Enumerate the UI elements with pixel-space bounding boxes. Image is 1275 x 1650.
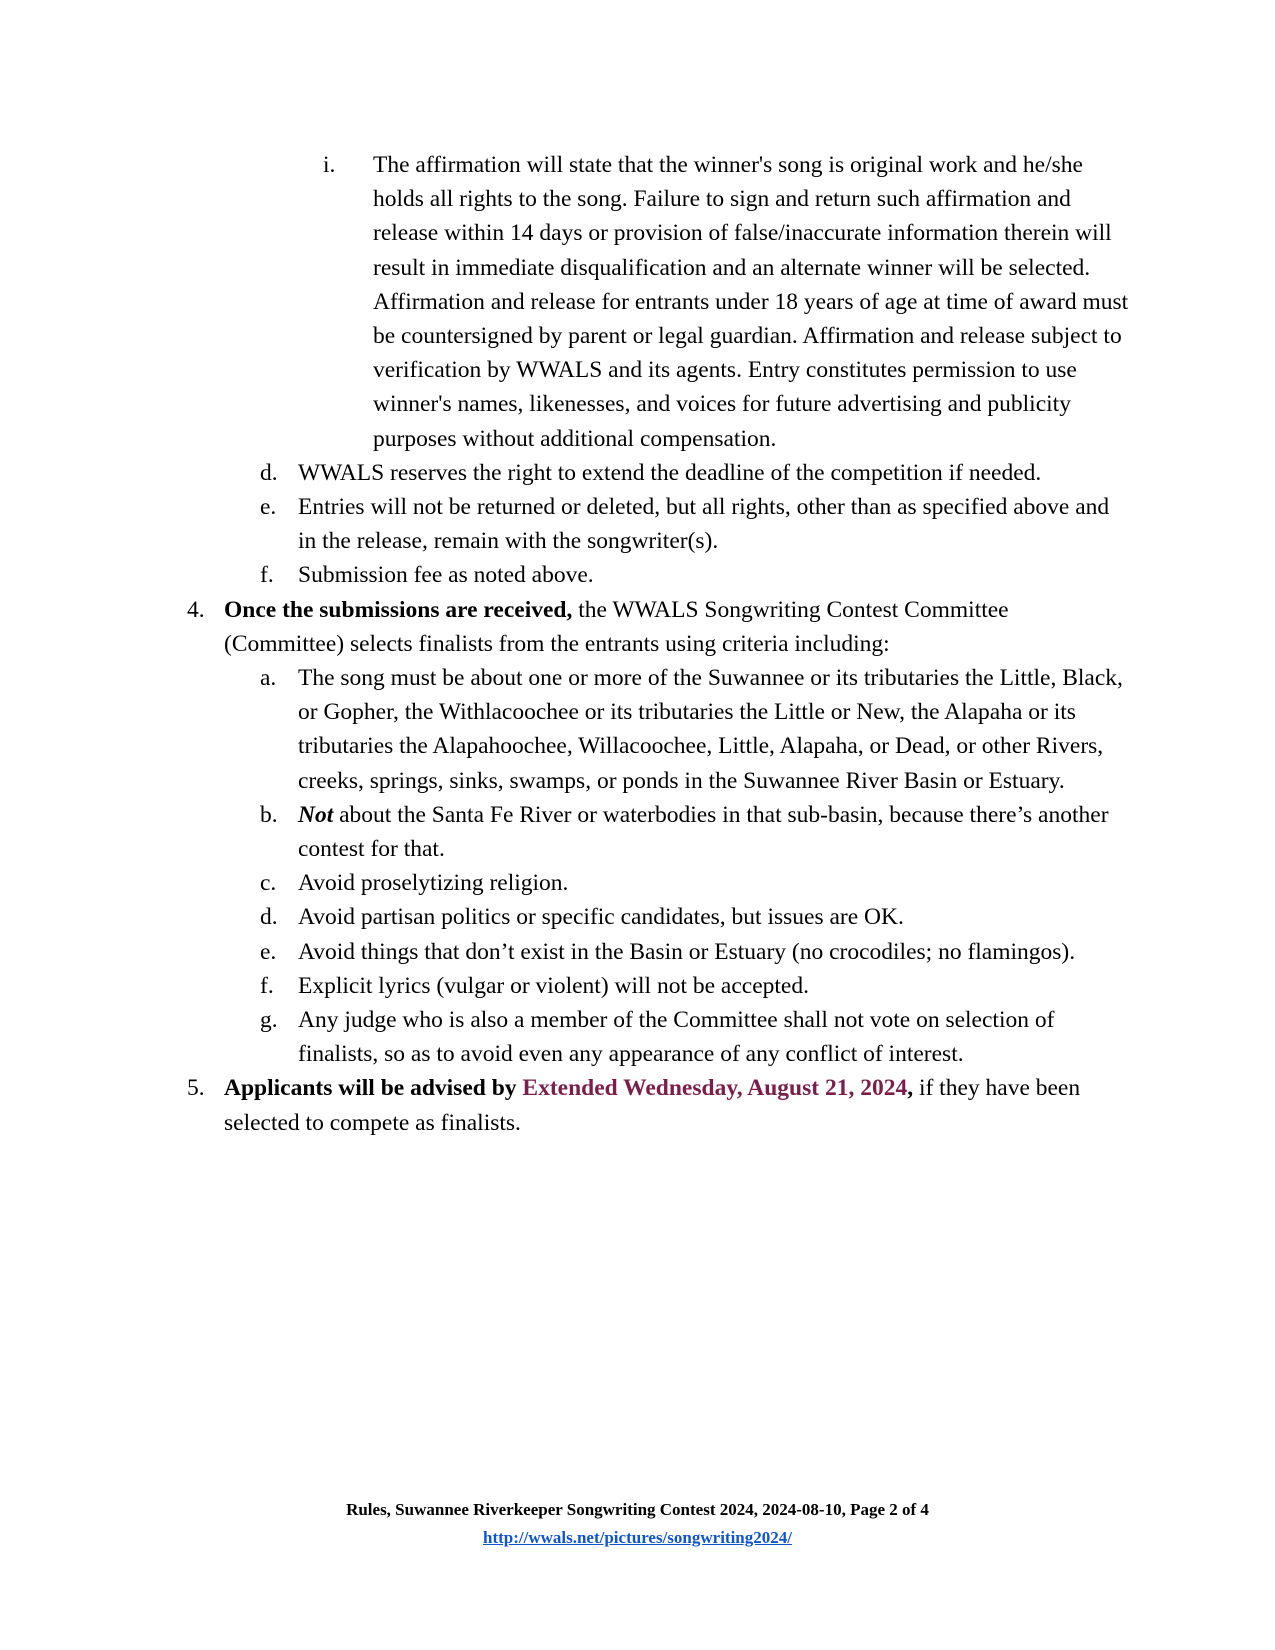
list-item-criteria-politics [0, 900, 1275, 934]
list-marker: d. [260, 459, 278, 486]
list-marker: 4. [187, 596, 205, 623]
list-item-text [224, 593, 1124, 661]
emphasis-not: Not [298, 801, 334, 828]
page-footer [0, 1496, 1275, 1552]
list-item-rest: the WWALS Songwriting Contest Committee (Committee) selects finalists from the entrants using criteria including: [224, 596, 1009, 657]
list-item-criteria-waterbodies [0, 661, 1275, 798]
list-item-text: The song must be about one or more of the Suwannee or its tributaries the Little, Black, or Gopher, the Withlacoochee or its tributaries the Little or New, the Alapaha or its tributaries the Alapahoochee, Willacoochee, Little, Alapaha, or Dead, or other Rivers, creeks, springs, sinks, swamps, or ponds in the Suwannee River Basin or Estuary. [298, 665, 1123, 794]
list-item-selection-process [0, 593, 1275, 661]
list-item-deadline-extension [0, 456, 1275, 490]
list-item-text: Submission fee as noted above. [298, 562, 594, 589]
list-item-text: The affirmation will state that the winner's song is original work and he/she holds all rights to the song. Failure to sign and return such affirmation and release within 14 days or provision of false/inaccurate information therein will result in immediate disqualification and an alternate winner will be selected. Affirmation and release for entrants under 18 years of age at time of award must be countersigned by parent or legal guardian. Affirmation and release subject to verification by WWALS and its agents. Entry constitutes permission to use winner's names, likenesses, and voices for future advertising and publicity purposes without additional compensation. [373, 152, 1129, 452]
list-item-text: Avoid things that don’t exist in the Basin or Estuary (no crocodiles; no flamingos). [298, 938, 1076, 965]
list-item-text: Any judge who is also a member of the Committee shall not vote on selection of finalists, so as to avoid even any appearance of any conflict of interest. [298, 1007, 1055, 1068]
list-item-text [224, 1071, 1124, 1139]
list-item-applicant-notice [0, 1071, 1275, 1139]
list-marker: g. [260, 1007, 278, 1034]
list-marker: e. [260, 494, 277, 521]
list-marker: a. [260, 665, 277, 692]
footer-link[interactable]: http://wwals.net/pictures/songwriting2024/ [482, 1528, 792, 1547]
list-item-submission-fee [0, 558, 1275, 592]
list-marker: f. [260, 562, 274, 589]
list-marker: b. [260, 801, 278, 828]
list-item-text: Explicit lyrics (vulgar or violent) will not be accepted. [298, 972, 809, 999]
list-marker: d. [260, 904, 278, 931]
list-item-entries-rights [0, 490, 1275, 558]
list-item-rest: if they have been selected to compete as finalists. [224, 1075, 1081, 1136]
list-item-text: Avoid proselytizing religion. [298, 870, 569, 897]
list-marker: f. [260, 972, 274, 999]
footer-caption: Rules, Suwannee Riverkeeper Songwriting Contest 2024, 2024-08-10, Page 2 of 4 [346, 1500, 929, 1519]
list-item-affirmation [0, 148, 1275, 456]
list-item-rest: about the Santa Fe River or waterbodies in that sub-basin, because there’s another contest for that. [298, 801, 1109, 863]
list-marker: e. [260, 938, 277, 965]
rules-document [0, 148, 1275, 1140]
list-marker: i. [323, 152, 336, 178]
bold-comma: , [907, 1075, 914, 1102]
list-item-text: Avoid partisan politics or specific candidates, but issues are OK. [298, 904, 904, 931]
list-item-text: Entries will not be returned or deleted, but all rights, other than as specified above and in the release, remain with the songwriter(s). [298, 494, 1110, 555]
list-item-text: WWALS reserves the right to extend the deadline of the competition if needed. [298, 459, 1042, 486]
bold-lead: Once the submissions are received, [224, 596, 573, 623]
list-item-criteria-judges [0, 1003, 1275, 1071]
list-item-criteria-nonexistent [0, 935, 1275, 969]
list-item-criteria-not-santa-fe [0, 798, 1275, 866]
list-item-criteria-religion [0, 866, 1275, 900]
list-item-criteria-explicit [0, 969, 1275, 1003]
list-marker: c. [260, 870, 277, 897]
bold-lead: Applicants will be advised by [224, 1075, 523, 1102]
extended-deadline-date: Extended Wednesday, August 21, 2024 [522, 1075, 908, 1102]
list-item-text [298, 798, 1133, 866]
list-marker: 5. [187, 1075, 205, 1102]
